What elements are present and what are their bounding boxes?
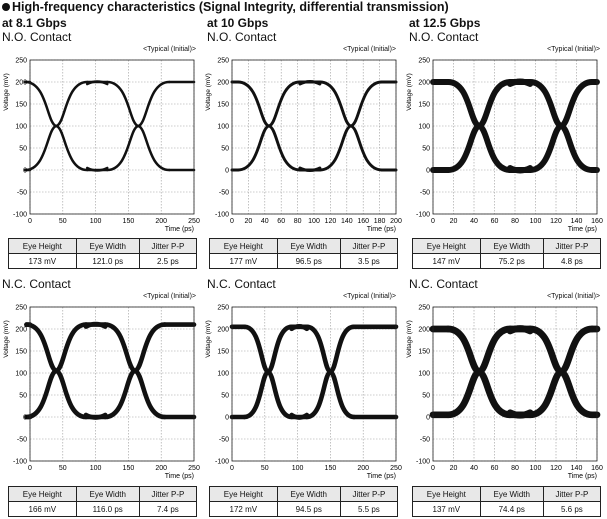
x-axis-label: Time (ps) bbox=[164, 226, 194, 233]
eye-trace bbox=[25, 82, 87, 170]
eye-width-value: 116.0 ps bbox=[76, 502, 139, 517]
eye-traces bbox=[26, 324, 194, 417]
eye-height-value: 166 mV bbox=[9, 502, 77, 517]
y-tick-label: 200 bbox=[15, 326, 27, 334]
typical-label: <Typical (Initial)> bbox=[143, 293, 196, 300]
y-tick-label: 100 bbox=[15, 123, 27, 131]
eye-trace bbox=[510, 329, 530, 332]
jitter-value: 5.6 ps bbox=[543, 502, 600, 517]
row-label-no-2: N.O. Contact bbox=[207, 30, 277, 44]
y-tick-label: -50 bbox=[419, 436, 430, 444]
x-tick-label: 140 bbox=[570, 218, 583, 225]
eye-height-value: 147 mV bbox=[413, 254, 481, 269]
x-tick-label: 140 bbox=[340, 218, 353, 225]
eye-trace bbox=[300, 168, 320, 171]
y-tick-label: 200 bbox=[418, 79, 430, 87]
header-eye-width: Eye Width bbox=[480, 239, 543, 254]
y-tick-label: 250 bbox=[15, 304, 27, 312]
column-rate-10: at 10 Gbps bbox=[207, 16, 269, 30]
eye-trace bbox=[87, 82, 107, 85]
y-tick-label: 150 bbox=[15, 348, 27, 356]
x-tick-label: 20 bbox=[449, 465, 458, 472]
typical-label: <Typical (Initial)> bbox=[547, 46, 600, 53]
x-tick-label: 80 bbox=[511, 218, 519, 225]
header-eye-width: Eye Width bbox=[277, 239, 340, 254]
y-tick-label: 100 bbox=[217, 123, 229, 131]
y-tick-label: 250 bbox=[15, 57, 27, 65]
x-tick-label: 0 bbox=[230, 465, 234, 472]
y-tick-label: 0 bbox=[225, 167, 229, 175]
x-tick-label: 0 bbox=[431, 218, 435, 225]
x-axis-label: Time (ps) bbox=[366, 226, 396, 233]
x-tick-label: 20 bbox=[244, 218, 253, 225]
header-eye-width: Eye Width bbox=[76, 487, 139, 502]
eye-width-value: 74.4 ps bbox=[480, 502, 543, 517]
x-tick-label: 200 bbox=[155, 218, 168, 225]
y-tick-label: 50 bbox=[221, 145, 229, 153]
header-jitter: Jitter P-P bbox=[543, 487, 600, 502]
results-table-no-10 bbox=[209, 238, 398, 269]
y-axis-label: Voltage (mV) bbox=[205, 73, 212, 111]
eye-trace bbox=[510, 168, 530, 171]
eye-trace bbox=[26, 325, 86, 417]
x-tick-label: 150 bbox=[122, 218, 135, 225]
eye-height-value: 173 mV bbox=[9, 254, 77, 269]
y-tick-label: -100 bbox=[415, 458, 430, 466]
x-tick-label: 250 bbox=[188, 465, 200, 472]
header-jitter: Jitter P-P bbox=[543, 239, 600, 254]
y-tick-label: 250 bbox=[418, 57, 430, 65]
eye-width-value: 121.0 ps bbox=[76, 254, 139, 269]
eye-trace bbox=[86, 324, 105, 327]
column-rate-12-5: at 12.5 Gbps bbox=[409, 16, 481, 30]
header-eye-height: Eye Height bbox=[210, 487, 278, 502]
y-tick-label: 150 bbox=[418, 101, 430, 109]
y-axis-label: Voltage (mV) bbox=[3, 320, 10, 358]
x-tick-label: 60 bbox=[490, 218, 499, 225]
x-tick-label: 180 bbox=[373, 218, 386, 225]
eye-diagram-no-10 bbox=[202, 54, 407, 234]
page-title-text: High-frequency characteristics (Signal Integrity, differential transmission) bbox=[12, 0, 449, 14]
x-axis-label: Time (ps) bbox=[164, 473, 194, 480]
page-title bbox=[2, 0, 449, 14]
x-tick-label: 160 bbox=[357, 218, 370, 225]
x-tick-label: 40 bbox=[260, 218, 269, 225]
x-tick-label: 250 bbox=[188, 218, 200, 225]
x-tick-label: 20 bbox=[449, 218, 458, 225]
eye-diagram-nc-10 bbox=[202, 301, 407, 481]
typical-label: <Typical (Initial)> bbox=[143, 46, 196, 53]
y-tick-label: -50 bbox=[16, 189, 27, 197]
eye-diagram-nc-8-1 bbox=[0, 301, 205, 481]
header-jitter: Jitter P-P bbox=[340, 239, 397, 254]
header-eye-height: Eye Height bbox=[413, 239, 481, 254]
eye-width-value: 96.5 ps bbox=[277, 254, 340, 269]
y-tick-label: 100 bbox=[418, 370, 430, 378]
x-tick-label: 40 bbox=[470, 465, 478, 472]
header-jitter: Jitter P-P bbox=[139, 239, 196, 254]
y-tick-label: 150 bbox=[217, 101, 229, 109]
y-tick-label: -100 bbox=[12, 211, 27, 219]
y-tick-label: 200 bbox=[15, 79, 27, 87]
header-jitter: Jitter P-P bbox=[340, 487, 397, 502]
y-tick-label: -50 bbox=[419, 189, 430, 197]
column-rate-8-1: at 8.1 Gbps bbox=[2, 16, 67, 30]
x-tick-label: 100 bbox=[308, 218, 320, 225]
row-label-nc-1: N.C. Contact bbox=[2, 277, 71, 291]
eye-diagram-nc-12-5 bbox=[403, 301, 607, 481]
row-label-nc-3: N.C. Contact bbox=[409, 277, 478, 291]
bullet-icon bbox=[2, 3, 10, 11]
plot-frame bbox=[30, 307, 194, 461]
eye-trace bbox=[510, 413, 530, 416]
x-tick-label: 150 bbox=[324, 465, 337, 472]
y-tick-label: 50 bbox=[422, 392, 430, 400]
header-eye-height: Eye Height bbox=[9, 487, 77, 502]
header-eye-height: Eye Height bbox=[413, 487, 481, 502]
x-tick-label: 200 bbox=[390, 218, 402, 225]
y-tick-label: 150 bbox=[418, 348, 430, 356]
y-tick-label: 50 bbox=[19, 145, 27, 153]
typical-label: <Typical (Initial)> bbox=[343, 46, 396, 53]
y-tick-label: 100 bbox=[217, 370, 229, 378]
typical-label: <Typical (Initial)> bbox=[547, 293, 600, 300]
eye-width-value: 75.2 ps bbox=[480, 254, 543, 269]
x-tick-label: 0 bbox=[431, 465, 435, 472]
y-tick-label: 0 bbox=[23, 414, 27, 422]
y-tick-label: 250 bbox=[217, 304, 229, 312]
x-tick-label: 60 bbox=[277, 218, 286, 225]
eye-trace bbox=[86, 415, 105, 418]
x-tick-label: 200 bbox=[357, 465, 370, 472]
header-jitter: Jitter P-P bbox=[139, 487, 196, 502]
x-tick-label: 140 bbox=[570, 465, 583, 472]
x-tick-label: 100 bbox=[529, 218, 542, 225]
x-tick-label: 0 bbox=[230, 218, 234, 225]
eye-traces bbox=[232, 326, 396, 417]
eye-width-value: 94.5 ps bbox=[277, 502, 340, 517]
eye-diagram-no-8-1 bbox=[0, 54, 205, 234]
y-tick-label: -50 bbox=[16, 436, 27, 444]
y-axis-label: Voltage (mV) bbox=[3, 73, 10, 111]
y-tick-label: 200 bbox=[217, 79, 229, 87]
x-tick-label: 40 bbox=[470, 218, 478, 225]
y-tick-label: 200 bbox=[217, 326, 229, 334]
header-eye-width: Eye Width bbox=[277, 487, 340, 502]
y-axis-label: Voltage (mV) bbox=[205, 320, 212, 358]
jitter-value: 7.4 ps bbox=[139, 502, 196, 517]
x-tick-label: 250 bbox=[390, 465, 402, 472]
eye-trace bbox=[105, 325, 165, 417]
x-tick-label: 80 bbox=[511, 465, 519, 472]
row-label-no-1: N.O. Contact bbox=[2, 30, 72, 44]
x-tick-label: 120 bbox=[324, 218, 337, 225]
eye-height-value: 137 mV bbox=[413, 502, 481, 517]
y-tick-label: 100 bbox=[418, 123, 430, 131]
jitter-value: 5.5 ps bbox=[340, 502, 397, 517]
x-tick-label: 120 bbox=[550, 218, 562, 225]
eye-diagram-no-12-5 bbox=[403, 54, 607, 234]
eye-trace bbox=[245, 327, 292, 417]
results-table-nc-8-1 bbox=[8, 486, 197, 517]
y-axis-label: Voltage (mV) bbox=[406, 320, 413, 358]
eye-trace bbox=[448, 329, 510, 415]
y-tick-label: -100 bbox=[214, 458, 229, 466]
x-tick-label: 80 bbox=[293, 218, 302, 225]
y-tick-label: 150 bbox=[15, 101, 27, 109]
y-tick-label: -50 bbox=[218, 436, 229, 444]
x-tick-label: 150 bbox=[122, 465, 135, 472]
x-tick-label: 200 bbox=[155, 465, 168, 472]
results-table-nc-10 bbox=[209, 486, 398, 517]
header-eye-height: Eye Height bbox=[9, 239, 77, 254]
x-axis-label: Time (ps) bbox=[567, 473, 597, 480]
eye-trace bbox=[530, 329, 592, 415]
y-axis-label: Voltage (mV) bbox=[406, 73, 413, 111]
eye-trace bbox=[87, 168, 107, 171]
results-table-no-12-5 bbox=[412, 238, 601, 269]
x-tick-label: 60 bbox=[490, 465, 499, 472]
y-tick-label: 0 bbox=[23, 167, 27, 175]
eye-trace bbox=[300, 82, 320, 85]
eye-trace bbox=[510, 82, 530, 85]
y-tick-label: 0 bbox=[426, 167, 430, 175]
y-tick-label: 250 bbox=[217, 57, 229, 65]
x-tick-label: 0 bbox=[28, 218, 32, 225]
x-axis-label: Time (ps) bbox=[366, 473, 396, 480]
x-tick-label: 0 bbox=[28, 465, 32, 472]
y-tick-label: 150 bbox=[217, 348, 229, 356]
x-tick-label: 120 bbox=[550, 465, 562, 472]
y-tick-label: 50 bbox=[221, 392, 229, 400]
jitter-value: 3.5 ps bbox=[340, 254, 397, 269]
x-tick-label: 160 bbox=[591, 465, 603, 472]
x-tick-label: 100 bbox=[291, 465, 304, 472]
jitter-value: 4.8 ps bbox=[543, 254, 600, 269]
row-label-nc-2: N.C. Contact bbox=[207, 277, 276, 291]
eye-height-value: 172 mV bbox=[210, 502, 278, 517]
y-tick-label: -100 bbox=[214, 211, 229, 219]
x-tick-label: 100 bbox=[89, 218, 102, 225]
header-eye-height: Eye Height bbox=[210, 239, 278, 254]
y-tick-label: 50 bbox=[422, 145, 430, 153]
y-tick-label: 0 bbox=[426, 414, 430, 422]
x-axis-label: Time (ps) bbox=[567, 226, 597, 233]
eye-height-value: 177 mV bbox=[210, 254, 278, 269]
y-tick-label: -100 bbox=[415, 211, 430, 219]
y-tick-label: 100 bbox=[15, 370, 27, 378]
row-label-no-3: N.O. Contact bbox=[409, 30, 479, 44]
y-tick-label: 250 bbox=[418, 304, 430, 312]
x-tick-label: 100 bbox=[529, 465, 542, 472]
header-eye-width: Eye Width bbox=[76, 239, 139, 254]
x-tick-label: 50 bbox=[58, 218, 67, 225]
y-tick-label: -50 bbox=[218, 189, 229, 197]
x-tick-label: 100 bbox=[89, 465, 102, 472]
jitter-value: 2.5 ps bbox=[139, 254, 196, 269]
typical-label: <Typical (Initial)> bbox=[343, 293, 396, 300]
y-tick-label: 50 bbox=[19, 392, 27, 400]
x-tick-label: 160 bbox=[591, 218, 603, 225]
y-tick-label: 200 bbox=[418, 326, 430, 334]
eye-trace bbox=[292, 326, 307, 329]
results-table-no-8-1 bbox=[8, 238, 197, 269]
y-tick-label: -100 bbox=[12, 458, 27, 466]
header-eye-width: Eye Width bbox=[480, 487, 543, 502]
x-tick-label: 50 bbox=[260, 465, 269, 472]
results-table-nc-12-5 bbox=[412, 486, 601, 517]
eye-traces bbox=[433, 329, 597, 416]
eye-trace bbox=[292, 415, 307, 418]
x-tick-label: 50 bbox=[58, 465, 67, 472]
y-tick-label: 0 bbox=[225, 414, 229, 422]
